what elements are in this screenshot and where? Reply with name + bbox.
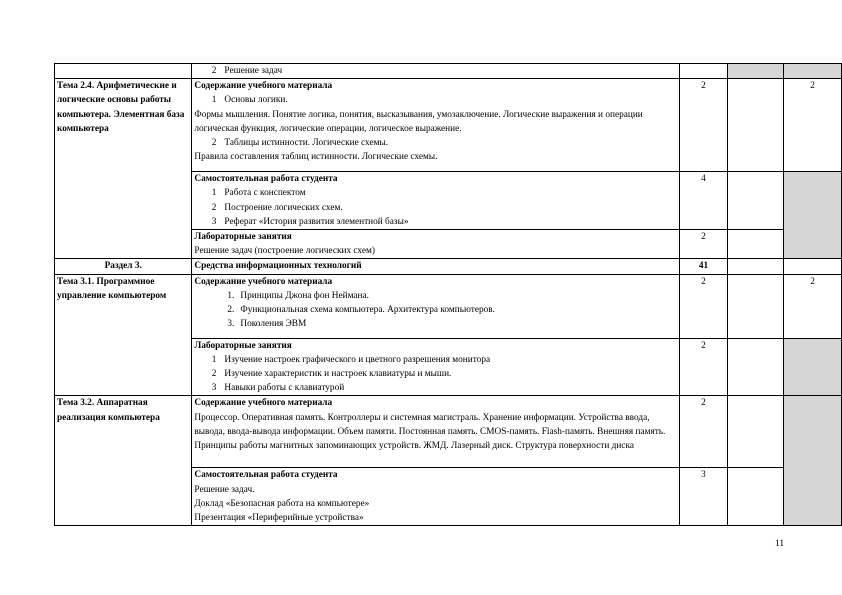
section-header: Лабораторные занятия	[194, 340, 292, 351]
hours-cell: 4	[679, 172, 728, 230]
table-row	[55, 79, 842, 172]
list-item: 2. Функциональная схема компьютера. Архитектура компьютеров.	[227, 305, 496, 316]
content-cell	[192, 468, 679, 526]
empty-cell	[728, 274, 784, 338]
list-item: 2 Таблицы истинности. Логические схемы.	[211, 138, 389, 149]
paragraph: Решение задач (построение логических схем)	[194, 246, 375, 257]
curriculum-table	[54, 63, 842, 526]
shaded-cell	[784, 338, 842, 396]
section-header: Содержание учебного материала	[194, 81, 333, 92]
list-item: 2 Изучение характеристик и настроек клавиатуры и мыши.	[211, 369, 452, 380]
empty-cell	[728, 230, 784, 259]
hours-cell: 41	[679, 259, 728, 274]
content-cell	[192, 274, 679, 338]
shaded-cell	[784, 64, 842, 79]
table-row	[55, 64, 842, 79]
section-header: Самостоятельная работа студента	[194, 470, 338, 481]
shaded-cell	[784, 172, 842, 259]
shaded-cell	[784, 396, 842, 526]
topic-cell: Тема 3.2. Аппаратная реализация компьютера	[55, 396, 192, 526]
empty-cell	[784, 259, 842, 274]
list-item: 3. Поколения ЭВМ	[227, 319, 307, 330]
content-cell	[192, 172, 679, 230]
empty-cell	[728, 396, 784, 468]
list-item: 1. Принципы Джона фон Неймана.	[227, 290, 369, 301]
empty-cell	[728, 338, 784, 396]
section-header: Содержание учебного материала	[194, 276, 333, 287]
level-cell: 2	[784, 79, 842, 172]
paragraph: Процессор. Оперативная память. Контроллеры и системная магистраль. Хранение информации. Устройства ввода, вывода, ввода-вывода информации. Объем памяти. Постоянная память. CMOS-память. Flash-память. Внешняя память. Принципы работы магнитных запоминающих устройств. ЖМД. Лазерный диск. Структура поверхности диска	[194, 412, 666, 452]
list-item: 1 Изучение настроек графического и цветного разрешения монитора	[211, 354, 491, 365]
text-line: Решение задач.	[194, 484, 255, 495]
paragraph: Правила составления таблиц истинности. Логические схемы.	[194, 152, 438, 163]
list-item: 3 Реферат «История развития элементной базы»	[211, 216, 409, 227]
empty-cell	[728, 79, 784, 172]
empty-cell	[728, 259, 784, 274]
hours-cell: 2	[679, 274, 728, 338]
paragraph: Формы мышления. Понятие логика, понятия, высказывания, умозаключение. Логические выражения и операции логическая функция, логические операции, логическое выражение.	[194, 109, 643, 134]
page-number: 11	[775, 539, 785, 549]
list-item: 1 Основы логики.	[211, 95, 288, 106]
hours-cell	[679, 64, 728, 79]
topic-cell	[55, 64, 192, 79]
section-title: Средства информационных технологий	[192, 259, 679, 274]
hours-cell: 2	[679, 230, 728, 259]
empty-cell	[728, 468, 784, 526]
content-cell	[192, 79, 679, 172]
content-cell	[192, 396, 679, 468]
section-header: Содержание учебного материала	[194, 398, 333, 409]
empty-cell	[728, 172, 784, 230]
section-header: Лабораторные занятия	[194, 232, 292, 243]
topic-cell: Тема 2.4. Арифметические и логические основы работы компьютера. Элементная база компьютера	[55, 79, 192, 259]
table-row	[55, 259, 842, 274]
list-item: 3 Навыки работы с клавиатурой	[211, 383, 345, 394]
content-cell	[192, 230, 679, 259]
hours-cell: 2	[679, 79, 728, 172]
hours-cell: 2	[679, 396, 728, 468]
text-line: Доклад «Безопасная работа на компьютере»	[194, 498, 370, 509]
content-cell	[192, 338, 679, 396]
list-item: 2 Построение логических схем.	[211, 202, 343, 213]
list-item: 1 Работа с конспектом	[211, 188, 306, 199]
topic-cell: Тема 3.1. Программное управление компьютером	[55, 274, 192, 396]
hours-cell: 2	[679, 338, 728, 396]
level-cell: 2	[784, 274, 842, 338]
shaded-cell	[728, 64, 784, 79]
section-label: Раздел 3.	[55, 259, 192, 274]
table-row	[55, 274, 842, 338]
table-row	[55, 396, 842, 468]
text-line: Презентация «Периферийные устройства»	[194, 513, 364, 524]
section-header: Самостоятельная работа студента	[194, 174, 338, 185]
content-cell	[192, 64, 679, 79]
hours-cell: 3	[679, 468, 728, 526]
list-item: 2 Решение задач	[211, 66, 283, 76]
